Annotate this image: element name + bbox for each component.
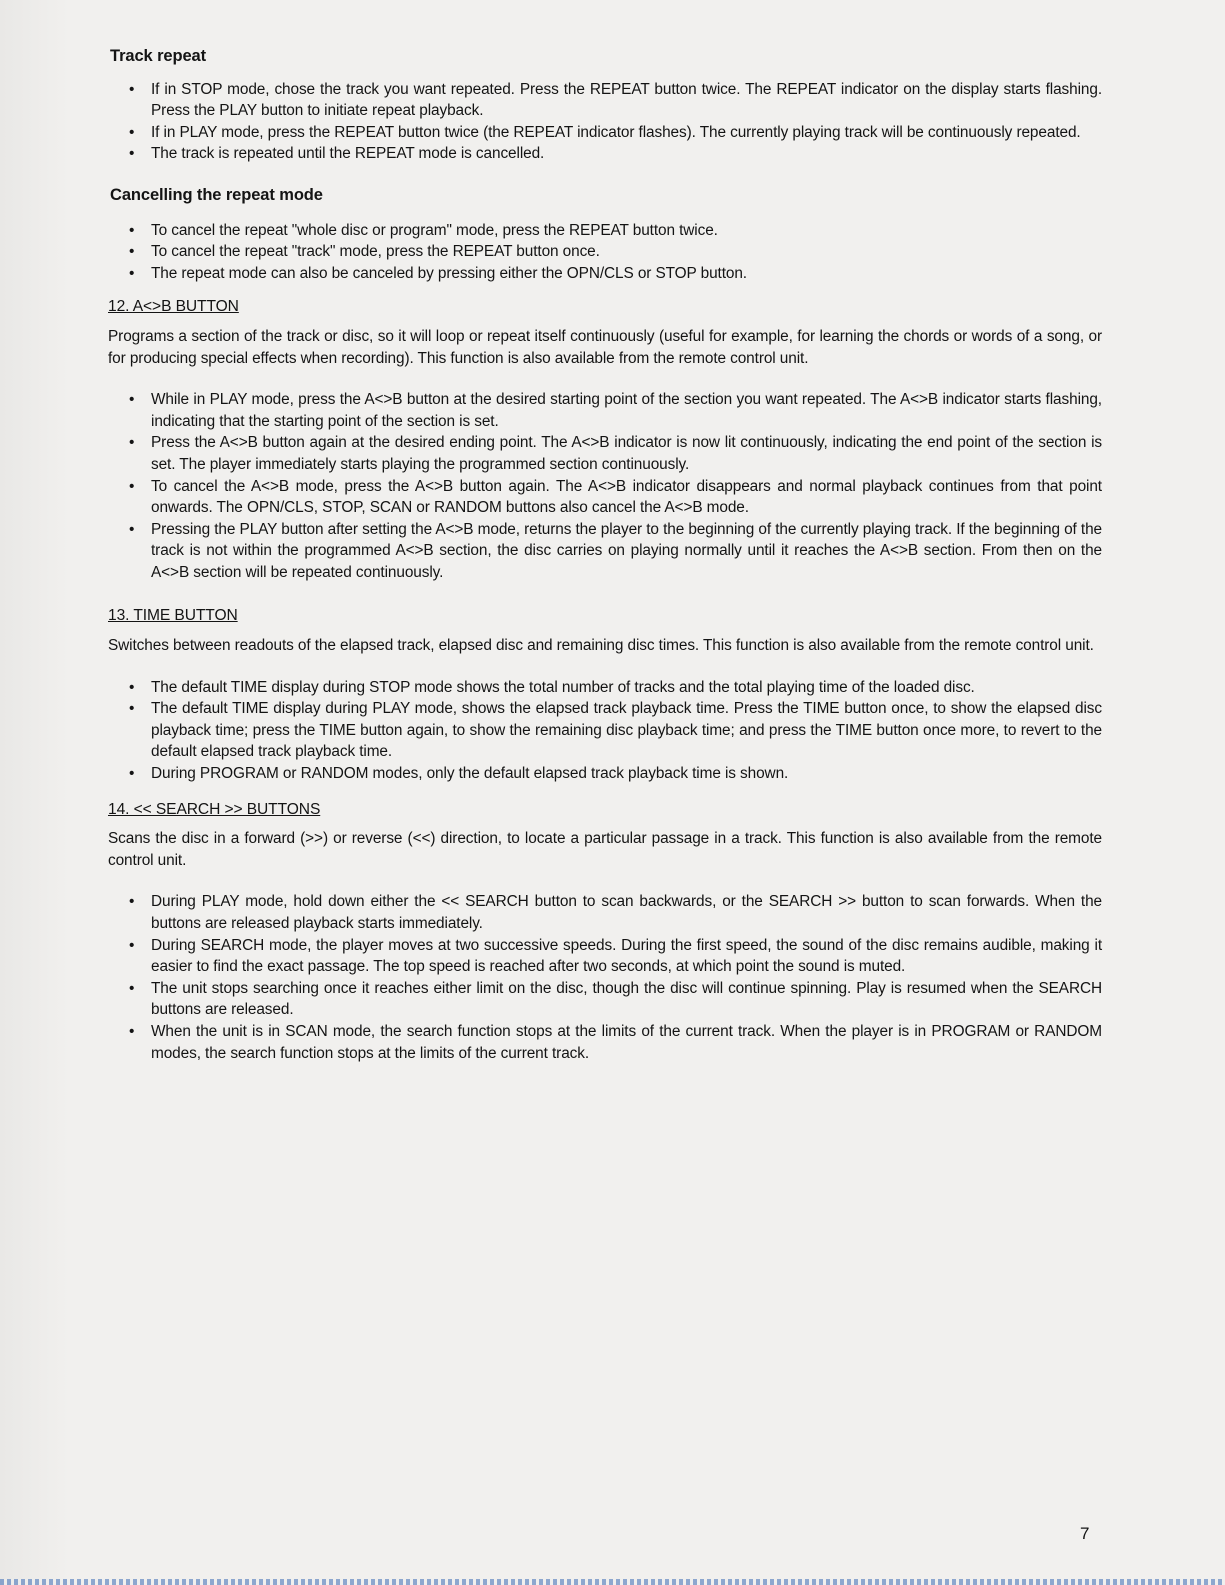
track-repeat-heading: Track repeat [110, 47, 207, 65]
list-item: • When the unit is in SCAN mode, the search function stops at the limits of the current track. When the player is in PROGRAM or RANDOM modes, the search function stops at the limits of the current track. [129, 1022, 1102, 1062]
search-buttons-list [110, 891, 1102, 1064]
list-item: • Press the A<>B button again at the desired ending point. The A<>B indicator is now lit continuously, indicating the end point of the section is set. The player immediately starts playing the programmed section continuously. [129, 434, 1102, 473]
page-content [110, 46, 1102, 1064]
search-buttons-intro: Scans the disc in a forward (>>) or reverse (<<) direction, to locate a particular passage in a track. This function is also available from the remote control unit. [108, 830, 1102, 869]
scan-edge-bar [0, 1579, 1225, 1585]
search-buttons-title: 14. << SEARCH >> BUTTONS [108, 800, 321, 818]
list-item: • To cancel the repeat "track" mode, press the REPEAT button once. [129, 243, 600, 261]
ab-button-intro: Programs a section of the track or disc, so it will loop or repeat itself continuously (useful for example, for learning the chords or words of a song, or for producing special effects when recording). This function is also available from the remote control unit. [108, 327, 1102, 367]
time-button-list [110, 677, 1102, 785]
list-item: • During PROGRAM or RANDOM modes, only the default elapsed track playback time is shown. [129, 765, 789, 783]
list-item: • The track is repeated until the REPEAT mode is cancelled. [129, 145, 545, 163]
list-item: • The unit stops searching once it reaches either limit on the disc, though the disc will continue spinning. Play is resumed when the SEARCH buttons are released. [129, 979, 1102, 1019]
time-button-title: 13. TIME BUTTON [108, 607, 238, 625]
list-item: • The default TIME display during PLAY mode, shows the elapsed track playback time. Press the TIME button once, to show the elapsed disc playback time; press the TIME button again, to show the remaining disc playback time; and press the TIME button once more, to revert to the default elapsed track playback time. [129, 700, 1102, 761]
page-edge-shadow [0, 0, 70, 1585]
time-button-intro: Switches between readouts of the elapsed track, elapsed disc and remaining disc times. This function is also available from the remote control unit. [108, 637, 1094, 655]
list-item: • During PLAY mode, hold down either the << SEARCH button to scan backwards, or the SEARCH >> button to scan forwards. When the buttons are released playback starts immediately. [129, 893, 1102, 932]
cancel-repeat-list [110, 220, 1102, 285]
list-item: • During SEARCH mode, the player moves at two successive speeds. During the first speed, the sound of the disc remains audible, making it easier to find the exact passage. The top speed is reached after two seconds, at which point the sound is muted. [129, 936, 1102, 976]
ab-button-title: 12. A<>B BUTTON [108, 298, 239, 316]
page-number: 7 [1080, 1524, 1090, 1543]
list-item: • If in PLAY mode, press the REPEAT button twice (the REPEAT indicator flashes). The currently playing track will be continuously repeated. [129, 123, 1081, 141]
cancel-repeat-heading: Cancelling the repeat mode [110, 185, 323, 204]
list-item: • Pressing the PLAY button after setting the A<>B mode, returns the player to the beginning of the currently playing track. If the beginning of the track is not within the programmed A<>B section, the disc carries on playing normally until it reaches the A<>B section. From then on the A<>B section will be repeated continuously. [129, 520, 1102, 581]
ab-button-list [110, 389, 1102, 583]
list-item: • The default TIME display during STOP mode shows the total number of tracks and the total playing time of the loaded disc. [129, 678, 975, 696]
list-item: • The repeat mode can also be canceled by pressing either the OPN/CLS or STOP button. [129, 264, 747, 282]
list-item: • To cancel the repeat "whole disc or program" mode, press the REPEAT button twice. [129, 221, 718, 239]
list-item: • To cancel the A<>B mode, press the A<>B button again. The A<>B indicator disappears and normal playback continues from that point onwards. The OPN/CLS, STOP, SCAN or RANDOM buttons also cancel the A<>B mode. [129, 477, 1102, 517]
list-item: • While in PLAY mode, press the A<>B button at the desired starting point of the section you want repeated. The A<>B indicator starts flashing, indicating that the starting point of the section is set. [129, 391, 1102, 430]
track-repeat-list [110, 79, 1102, 165]
list-item: • If in STOP mode, chose the track you want repeated. Press the REPEAT button twice. The REPEAT indicator on the display starts flashing. Press the PLAY button to initiate repeat playback. [129, 80, 1102, 120]
